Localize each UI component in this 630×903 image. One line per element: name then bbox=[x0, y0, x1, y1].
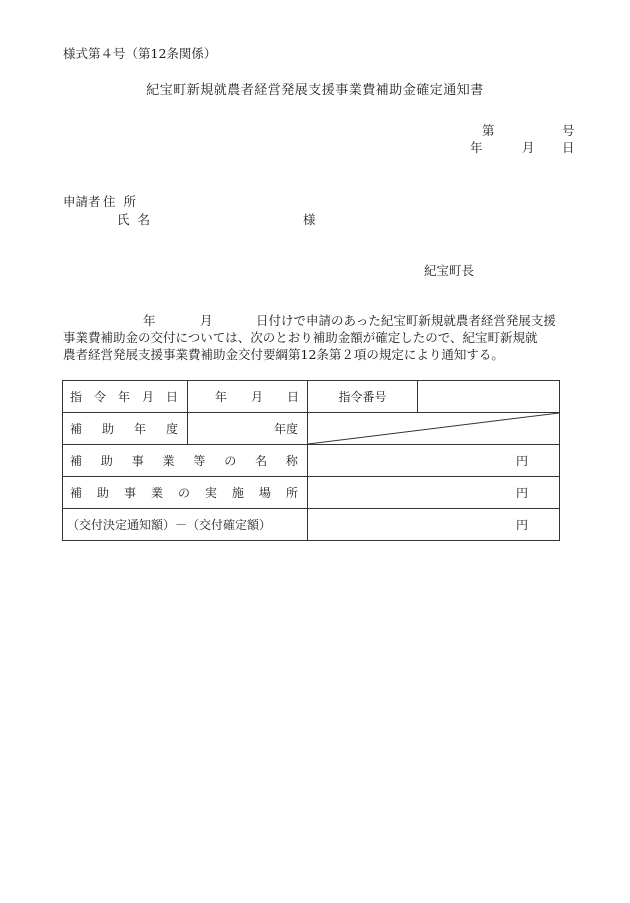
difference-amount: 円 bbox=[308, 509, 560, 541]
table-row bbox=[63, 381, 560, 413]
address-label: 住所 bbox=[103, 194, 145, 209]
name-label: 氏名 bbox=[117, 212, 159, 227]
diagonal-line bbox=[308, 413, 559, 444]
doc-date-month: 月 bbox=[522, 140, 535, 155]
body-month: 月 bbox=[200, 313, 213, 328]
directive-date-value: 年 月 日 bbox=[188, 381, 308, 413]
table-row bbox=[63, 509, 560, 541]
doc-number-prefix: 第 bbox=[482, 123, 495, 138]
body-line1-rest: 日付けで申請のあった紀宝町新規就農者経営発展支援 bbox=[256, 313, 556, 328]
detail-table bbox=[62, 380, 560, 541]
doc-date-day: 日 bbox=[562, 140, 575, 155]
directive-number-label: 指令番号 bbox=[308, 381, 418, 413]
project-name-label: 補 助 事 業 等 の 名 称 bbox=[63, 445, 308, 477]
applicant-label: 申請者 bbox=[63, 194, 101, 209]
project-place-label: 補 助 事 業 の 実 施 場 所 bbox=[63, 477, 308, 509]
form-number: 様式第４号（第12条関係） bbox=[63, 46, 217, 61]
slashed-cell bbox=[308, 413, 560, 445]
doc-date-year: 年 bbox=[470, 140, 483, 155]
difference-label: （交付決定通知額）－（交付確定額） bbox=[63, 509, 308, 541]
project-place-amount: 円 bbox=[308, 477, 560, 509]
honorific: 様 bbox=[303, 212, 316, 227]
issuer: 紀宝町長 bbox=[424, 263, 475, 278]
document-title: 紀宝町新規就農者経営発展支援事業費補助金確定通知書 bbox=[146, 83, 484, 98]
directive-date-label: 指 令 年 月 日 bbox=[63, 381, 188, 413]
body-year: 年 bbox=[143, 313, 156, 328]
body-line3: 農者経営発展支援事業費補助金交付要綱第12条第２項の規定により通知する。 bbox=[63, 347, 504, 362]
table-row bbox=[63, 445, 560, 477]
doc-number-suffix: 号 bbox=[562, 123, 575, 138]
notice-body bbox=[63, 312, 575, 363]
table-row bbox=[63, 477, 560, 509]
project-name-amount: 円 bbox=[308, 445, 560, 477]
table-row bbox=[63, 413, 560, 445]
subsidy-year-label: 補 助 年 度 bbox=[63, 413, 188, 445]
subsidy-year-value: 年度 bbox=[188, 413, 308, 445]
directive-number-value bbox=[418, 381, 560, 413]
body-line2: 事業費補助金の交付については、次のとおり補助金額が確定したので、紀宝町新規就 bbox=[63, 330, 538, 345]
